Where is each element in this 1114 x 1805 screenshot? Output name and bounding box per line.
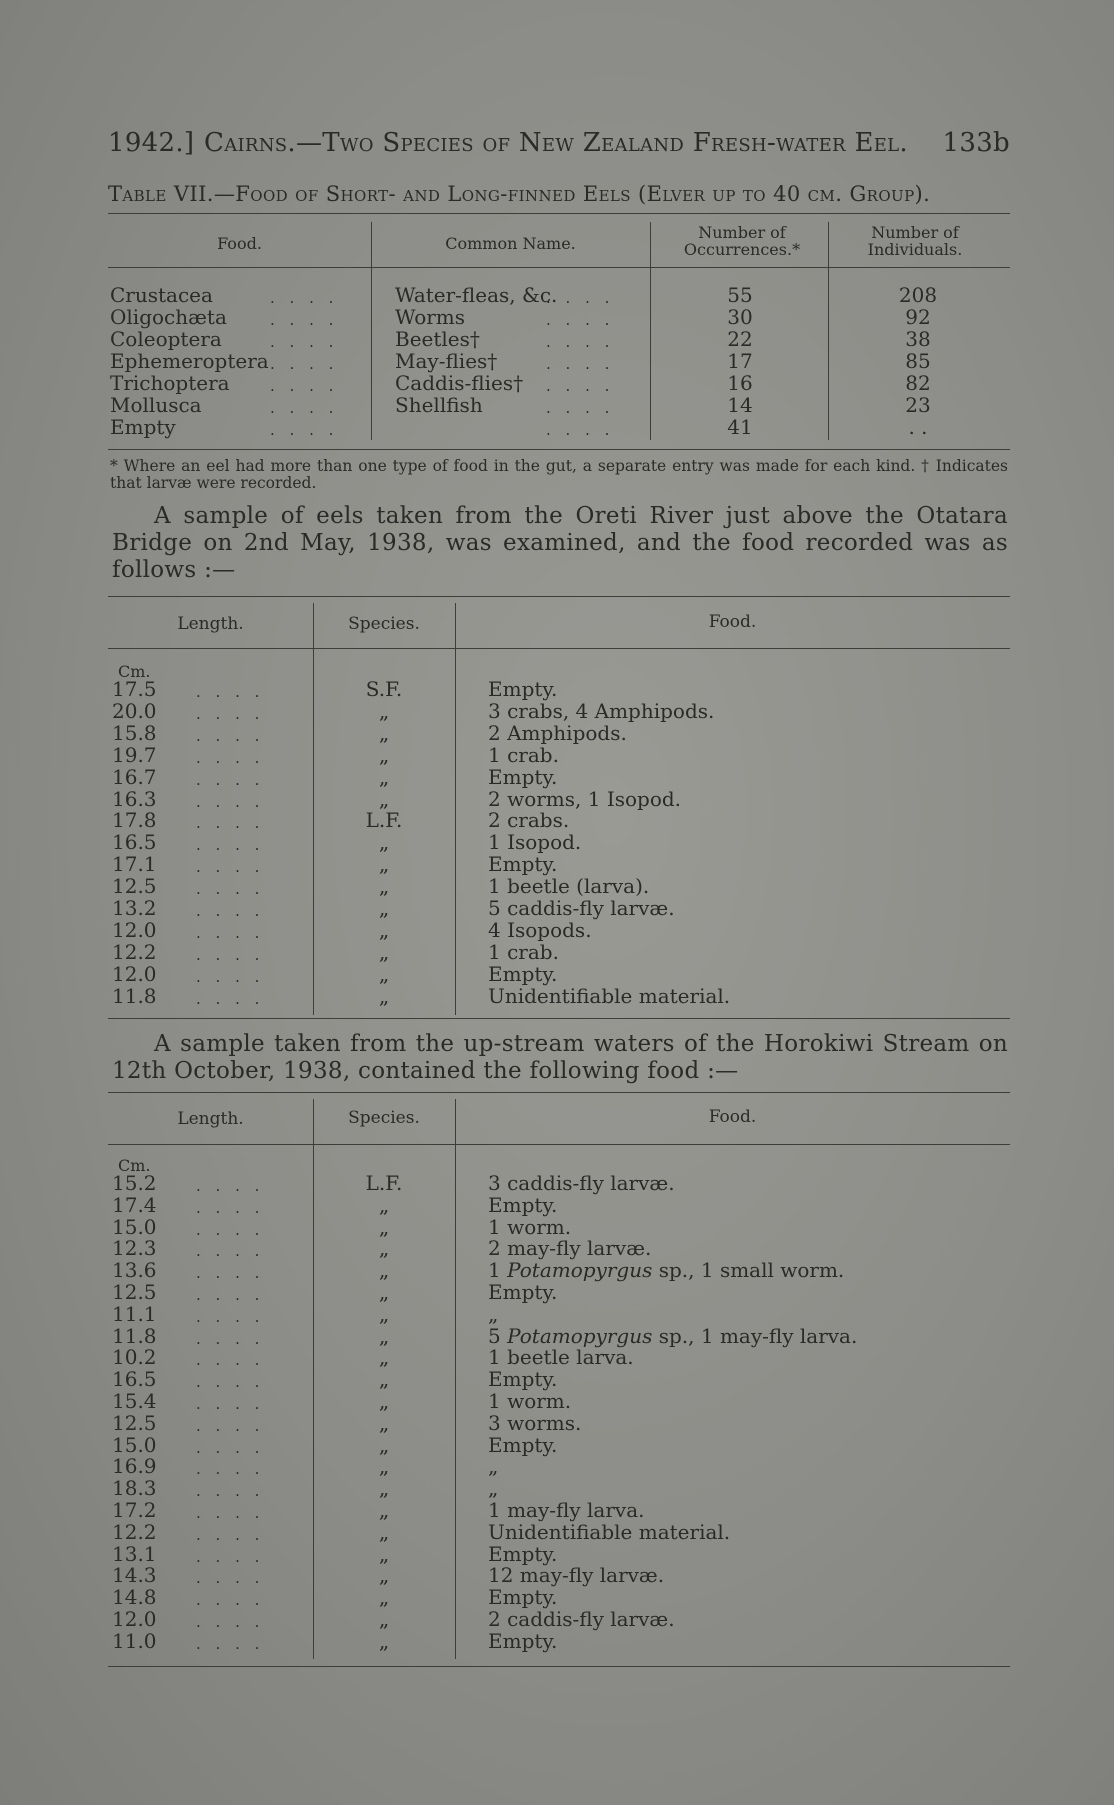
length-value: 14.8 xyxy=(112,1585,157,1610)
table-row xyxy=(0,1608,1114,1630)
food-value: 2 Amphipods. xyxy=(488,720,627,745)
table-row xyxy=(0,372,1114,394)
table-row xyxy=(0,350,1114,372)
horokiwi-head-species: Species. xyxy=(348,1108,420,1128)
species-value: „ xyxy=(378,1607,390,1631)
paragraph-oreti xyxy=(112,503,1008,584)
leader-dots: . . . . xyxy=(196,1547,265,1566)
length-value: 15.2 xyxy=(112,1171,157,1195)
length-value: 18.3 xyxy=(112,1476,157,1501)
table-row xyxy=(0,1564,1114,1586)
species-value: „ xyxy=(378,1192,390,1217)
leader-dots: . . . . xyxy=(196,1395,265,1413)
table-row xyxy=(0,1499,1114,1521)
table-row xyxy=(0,1346,1114,1368)
leader-dots: . . . . xyxy=(196,1307,265,1326)
oreti-head-species: Species. xyxy=(348,614,420,634)
food-name: Ephemeroptera xyxy=(110,349,269,373)
table-row xyxy=(0,1586,1114,1608)
table7-bottom-rule xyxy=(108,449,1010,450)
species-value: „ xyxy=(378,874,390,899)
species-value: „ xyxy=(378,1323,390,1348)
length-value: 12.0 xyxy=(112,961,157,986)
food-value: 1 worm. xyxy=(488,1389,572,1413)
length-value: 19.7 xyxy=(112,742,157,767)
length-value: 16.3 xyxy=(112,786,157,811)
table-row xyxy=(0,853,1114,875)
oreti-head-rule xyxy=(108,648,1010,649)
leader-dots: . . . . xyxy=(270,355,339,373)
leader-dots: . . . . xyxy=(196,1198,265,1217)
species-value: „ xyxy=(378,742,390,767)
table-row xyxy=(0,875,1114,897)
food-name: Crustacea xyxy=(110,283,213,307)
horokiwi-bottom-rule xyxy=(108,1666,1010,1667)
table7-caption: Table VII.—Food of Short- and Long-finned Eels (Elver up to 40 cm. Group). xyxy=(108,182,931,206)
species-value: „ xyxy=(378,1410,390,1435)
food-value: Empty. xyxy=(488,1628,558,1653)
food-name: Mollusca xyxy=(110,393,202,417)
table-row xyxy=(0,1434,1114,1456)
table-row xyxy=(0,1325,1114,1347)
food-value: Empty. xyxy=(488,852,558,877)
leader-dots: . . . . xyxy=(196,814,265,833)
table-row xyxy=(0,766,1114,788)
species-value: „ xyxy=(378,1301,390,1326)
table-row xyxy=(0,941,1114,963)
food-name: Coleoptera xyxy=(110,327,222,351)
species-value: „ xyxy=(378,1258,390,1283)
species-value: „ xyxy=(378,1563,390,1588)
length-value: 12.5 xyxy=(112,874,157,899)
leader-dots: . . . . xyxy=(196,1613,265,1631)
species-value: „ xyxy=(378,720,390,745)
length-value: 16.5 xyxy=(112,830,157,855)
table-row xyxy=(0,328,1114,350)
oreti-unit-label: Cm. xyxy=(118,662,151,681)
food-value: 3 caddis-fly larvæ. xyxy=(488,1171,675,1195)
leader-dots: . . . . xyxy=(196,1525,265,1544)
leader-dots: . . . . xyxy=(546,355,615,373)
individuals-value: . . xyxy=(908,415,928,439)
length-value: 16.9 xyxy=(112,1454,157,1479)
species-value: „ xyxy=(378,1628,390,1653)
occurrences-value: 16 xyxy=(727,371,753,395)
length-value: 12.2 xyxy=(112,939,157,964)
table-row xyxy=(0,1477,1114,1499)
leader-dots: . . . . xyxy=(546,399,615,417)
food-value: Empty. xyxy=(488,1280,558,1304)
header-year: 1942.] xyxy=(108,128,195,158)
table-row xyxy=(0,284,1114,306)
common-name: Beetles† xyxy=(395,327,480,351)
leader-dots: . . . . xyxy=(196,967,265,986)
species-value: L.F. xyxy=(365,808,403,833)
length-value: 17.4 xyxy=(112,1192,157,1217)
food-value: 1 beetle larva. xyxy=(488,1345,634,1370)
length-value: 12.5 xyxy=(112,1410,157,1435)
length-value: 17.2 xyxy=(112,1498,157,1522)
species-value: „ xyxy=(378,1519,390,1544)
length-value: 14.3 xyxy=(112,1563,157,1588)
species-value: „ xyxy=(378,896,390,920)
food-value: „ xyxy=(488,1301,499,1326)
food-value: 4 Isopods. xyxy=(488,917,592,942)
occurrences-value: 17 xyxy=(727,349,753,373)
occurrences-value: 22 xyxy=(727,327,753,351)
table-row xyxy=(0,1412,1114,1434)
table-row xyxy=(0,897,1114,919)
oreti-head-food: Food. xyxy=(708,612,757,632)
species-value: „ xyxy=(378,1476,390,1501)
food-value: Empty. xyxy=(488,961,558,986)
table-row xyxy=(0,394,1114,416)
table-row xyxy=(0,985,1114,1007)
food-value: 3 worms. xyxy=(488,1410,582,1435)
individuals-value: 92 xyxy=(905,305,931,329)
species-value: „ xyxy=(378,1236,390,1261)
table7-footnote: * Where an eel had more than one type of food in the gut, a separate entry was made for each kind. † Indicates that larvæ were recorded. xyxy=(110,457,1008,492)
table7-head-food: Food. xyxy=(217,234,262,253)
species-value: „ xyxy=(378,1389,390,1413)
food-value: 2 worms, 1 Isopod. xyxy=(488,786,682,811)
horokiwi-head-rule xyxy=(108,1144,1010,1145)
oreti-bottom-rule xyxy=(108,1018,1010,1019)
common-name: Worms xyxy=(395,305,466,329)
food-value: 1 Potamopyrgus sp., 1 small worm. xyxy=(488,1258,845,1283)
table-row xyxy=(0,1390,1114,1412)
table-row xyxy=(0,1368,1114,1390)
leader-dots: . . . . xyxy=(196,1416,265,1435)
length-value: 15.8 xyxy=(112,720,157,745)
food-value: Unidentifiable material. xyxy=(488,1519,731,1544)
individuals-value: 38 xyxy=(905,327,931,351)
leader-dots: . . . . xyxy=(196,1373,265,1392)
table-row xyxy=(0,1172,1114,1194)
species-value: „ xyxy=(378,961,390,986)
leader-dots: . . . . xyxy=(196,1438,265,1457)
horokiwi-unit-label: Cm. xyxy=(118,1156,151,1175)
individuals-value: 85 xyxy=(905,349,931,373)
oreti-head-length: Length. xyxy=(177,614,244,634)
occurrences-value: 30 xyxy=(727,305,753,329)
food-value: 1 Isopod. xyxy=(488,830,582,855)
leader-dots: . . . . xyxy=(196,945,265,964)
table-row xyxy=(0,678,1114,700)
food-value: Empty. xyxy=(488,1192,558,1217)
leader-dots: . . . . xyxy=(196,1482,265,1501)
table-row xyxy=(0,1259,1114,1281)
species-value: „ xyxy=(378,1432,390,1457)
table-row xyxy=(0,722,1114,744)
individuals-value: 208 xyxy=(898,283,938,307)
species-value: L.F. xyxy=(365,1171,403,1195)
length-value: 12.5 xyxy=(112,1280,157,1304)
table7-head-individuals: Number of Individuals. xyxy=(867,223,963,259)
paragraph-horokiwi xyxy=(112,1031,1008,1085)
horokiwi-head-food: Food. xyxy=(708,1107,757,1127)
table-row xyxy=(0,416,1114,438)
leader-dots: . . . . xyxy=(196,1329,265,1348)
paragraph-oreti-text: A sample of eels taken from the Oreti River just above the Otatara Bridge on 2nd May, 1938, was examined, and the food recorded was as follows :— xyxy=(112,503,1008,583)
table-row xyxy=(0,788,1114,810)
leader-dots: . . . . xyxy=(196,1264,265,1283)
leader-dots: . . . . xyxy=(546,377,615,395)
table-row xyxy=(0,1521,1114,1543)
table-row xyxy=(0,700,1114,722)
table-row xyxy=(0,1216,1114,1238)
food-value: 5 Potamopyrgus sp., 1 may-fly larva. xyxy=(488,1323,858,1348)
species-value: „ xyxy=(378,764,390,789)
common-name: Water-fleas, &c. xyxy=(395,283,558,307)
table-row xyxy=(0,1455,1114,1477)
species-value: „ xyxy=(378,830,390,855)
species-value: „ xyxy=(378,939,390,964)
length-value: 20.0 xyxy=(112,698,157,723)
leader-dots: . . . . xyxy=(196,1569,265,1588)
leader-dots: . . . . xyxy=(546,289,615,307)
leader-dots: . . . . xyxy=(270,311,339,329)
occurrences-value: 41 xyxy=(727,415,753,439)
length-value: 11.8 xyxy=(112,983,157,1008)
length-value: 15.0 xyxy=(112,1432,157,1457)
leader-dots: . . . . xyxy=(196,1177,265,1195)
food-value: Empty. xyxy=(488,1541,558,1566)
leader-dots: . . . . xyxy=(270,421,339,439)
length-value: 12.0 xyxy=(112,1607,157,1631)
leader-dots: . . . . xyxy=(196,1220,265,1239)
table-row xyxy=(0,831,1114,853)
food-value: 2 crabs. xyxy=(488,808,570,833)
leader-dots: . . . . xyxy=(196,748,265,767)
species-value: „ xyxy=(378,852,390,877)
page-number: 133b xyxy=(942,128,1010,158)
table-row xyxy=(0,1281,1114,1303)
length-value: 17.5 xyxy=(112,677,157,701)
species-value: „ xyxy=(378,786,390,811)
species-value: „ xyxy=(378,1345,390,1370)
food-value: 5 caddis-fly larvæ. xyxy=(488,896,675,920)
leader-dots: . . . . xyxy=(196,1242,265,1261)
leader-dots: . . . . xyxy=(196,1591,265,1610)
food-name: Trichoptera xyxy=(110,371,230,395)
food-value: Empty. xyxy=(488,677,558,701)
food-value: 1 may-fly larva. xyxy=(488,1498,645,1522)
occurrences-value: 55 xyxy=(727,283,753,307)
table7-head-rule xyxy=(108,267,1010,268)
common-name: Caddis-flies† xyxy=(395,371,524,395)
paragraph-horokiwi-text: A sample taken from the up-stream waters of the Horokiwi Stream on 12th October, 1938, contained the following food :— xyxy=(112,1031,1008,1084)
table-row xyxy=(0,809,1114,831)
species-value: „ xyxy=(378,1214,390,1239)
table-row xyxy=(0,1630,1114,1652)
leader-dots: . . . . xyxy=(196,770,265,789)
food-value: „ xyxy=(488,1454,499,1479)
length-value: 12.2 xyxy=(112,1519,157,1544)
species-value: „ xyxy=(378,917,390,942)
leader-dots: . . . . xyxy=(270,333,339,351)
species-value: „ xyxy=(378,1367,390,1392)
leader-dots: . . . . xyxy=(196,836,265,855)
length-value: 16.5 xyxy=(112,1367,157,1392)
leader-dots: . . . . xyxy=(196,1504,265,1522)
leader-dots: . . . . xyxy=(196,858,265,877)
length-value: 13.1 xyxy=(112,1541,157,1566)
species-value: „ xyxy=(378,1541,390,1566)
table7-head-common: Common Name. xyxy=(445,234,576,253)
horokiwi-head-length: Length. xyxy=(177,1109,244,1129)
leader-dots: . . . . xyxy=(270,377,339,395)
header-title: Cairns.—Two Species of New Zealand Fresh-water Eel. xyxy=(204,128,908,158)
table-row xyxy=(0,919,1114,941)
species-value: S.F. xyxy=(365,677,403,701)
leader-dots: . . . . xyxy=(196,902,265,920)
length-value: 16.7 xyxy=(112,764,157,789)
leader-dots: . . . . xyxy=(196,1634,265,1653)
leader-dots: . . . . xyxy=(196,792,265,811)
length-value: 12.3 xyxy=(112,1236,157,1261)
food-value: 2 may-fly larvæ. xyxy=(488,1236,652,1261)
horokiwi-top-rule xyxy=(108,1092,1010,1093)
species-value: „ xyxy=(378,983,390,1008)
leader-dots: . . . . xyxy=(196,1460,265,1479)
food-name: Oligochæta xyxy=(110,305,227,329)
food-value: 1 crab. xyxy=(488,742,559,767)
food-name: Empty xyxy=(110,415,176,439)
length-value: 13.6 xyxy=(112,1258,157,1283)
food-value: Empty. xyxy=(488,764,558,789)
food-value: Unidentifiable material. xyxy=(488,983,731,1008)
length-value: 15.4 xyxy=(112,1389,157,1413)
table-row xyxy=(0,744,1114,766)
length-value: 17.8 xyxy=(112,808,157,833)
leader-dots: . . . . xyxy=(270,289,339,307)
length-value: 11.1 xyxy=(112,1301,157,1326)
table-row xyxy=(0,1194,1114,1216)
food-value: 12 may-fly larvæ. xyxy=(488,1563,665,1588)
length-value: 12.0 xyxy=(112,917,157,942)
leader-dots: . . . . xyxy=(546,311,615,329)
species-value: „ xyxy=(378,1498,390,1522)
species-value: „ xyxy=(378,1585,390,1610)
table-row xyxy=(0,1237,1114,1259)
leader-dots: . . . . xyxy=(196,683,265,701)
leader-dots: . . . . xyxy=(196,989,265,1008)
length-value: 15.0 xyxy=(112,1214,157,1239)
food-value: 3 crabs, 4 Amphipods. xyxy=(488,698,715,723)
individuals-value: 23 xyxy=(905,393,931,417)
oreti-top-rule xyxy=(108,596,1010,597)
food-value: Empty. xyxy=(488,1585,558,1610)
table-row xyxy=(0,306,1114,328)
common-name: May-flies† xyxy=(395,349,498,373)
food-value: 1 beetle (larva). xyxy=(488,874,650,899)
leader-dots: . . . . xyxy=(270,399,339,417)
table7-head-occurrences: Number of Occurrences.* xyxy=(683,223,801,259)
species-value: „ xyxy=(378,1454,390,1479)
length-value: 10.2 xyxy=(112,1345,157,1370)
leader-dots: . . . . xyxy=(546,333,615,351)
food-value: 1 worm. xyxy=(488,1214,572,1239)
leader-dots: . . . . xyxy=(196,1286,265,1304)
length-value: 17.1 xyxy=(112,852,157,877)
food-value: „ xyxy=(488,1476,499,1501)
food-value: Empty. xyxy=(488,1432,558,1457)
individuals-value: 82 xyxy=(905,371,931,395)
common-name: Shellfish xyxy=(395,393,483,417)
occurrences-value: 14 xyxy=(727,393,753,417)
food-value: Empty. xyxy=(488,1367,558,1392)
leader-dots: . . . . xyxy=(196,704,265,723)
length-value: 11.8 xyxy=(112,1323,157,1348)
leader-dots: . . . . xyxy=(546,421,615,439)
leader-dots: . . . . xyxy=(196,923,265,942)
table-row xyxy=(0,963,1114,985)
leader-dots: . . . . xyxy=(196,880,265,899)
length-value: 13.2 xyxy=(112,896,157,920)
food-value: 1 crab. xyxy=(488,939,559,964)
table-row xyxy=(0,1303,1114,1325)
food-value: 2 caddis-fly larvæ. xyxy=(488,1607,675,1631)
species-value: „ xyxy=(378,698,390,723)
leader-dots: . . . . xyxy=(196,1351,265,1370)
leader-dots: . . . . xyxy=(196,726,265,745)
table-row xyxy=(0,1543,1114,1565)
table7-top-rule xyxy=(108,213,1010,214)
species-value: „ xyxy=(378,1280,390,1304)
length-value: 11.0 xyxy=(112,1628,157,1653)
